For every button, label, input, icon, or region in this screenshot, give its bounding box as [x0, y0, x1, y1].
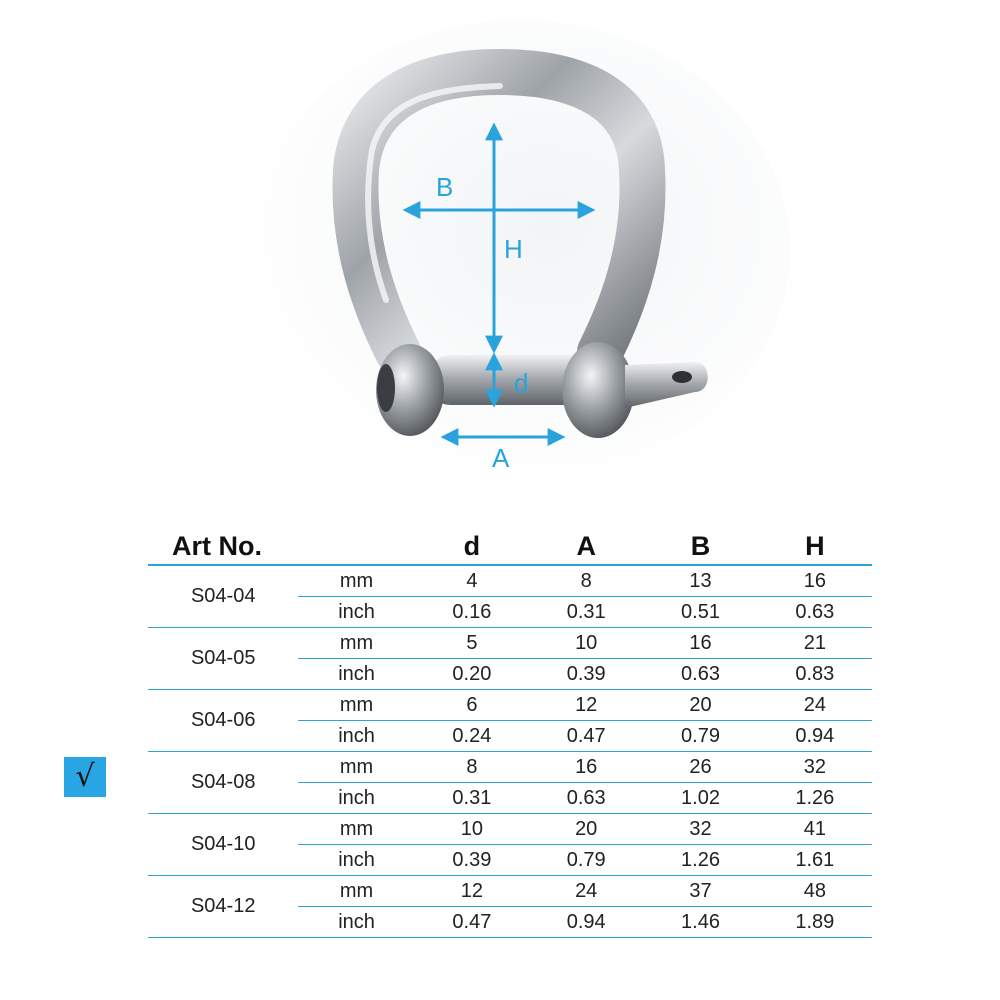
dimension-d-label: d: [514, 368, 529, 398]
value-cell-h: 32: [758, 752, 872, 783]
pin-tail-hole: [672, 371, 692, 383]
unit-cell: mm: [298, 814, 414, 845]
value-cell-h: 21: [758, 628, 872, 659]
unit-cell: mm: [298, 752, 414, 783]
dimension-b-label: B: [436, 172, 454, 202]
art-number-cell: S04-05: [148, 628, 298, 690]
value-cell-d: 8: [415, 752, 529, 783]
value-cell-h: 0.83: [758, 659, 872, 690]
table-row: [148, 752, 872, 783]
table-row: [148, 876, 872, 907]
value-cell-b: 0.63: [643, 659, 757, 690]
unit-cell: inch: [298, 597, 414, 628]
value-cell-b: 13: [643, 565, 757, 597]
table-row: [148, 565, 872, 597]
value-cell-h: 1.26: [758, 783, 872, 814]
value-cell-h: 1.61: [758, 845, 872, 876]
table-body: [148, 565, 872, 938]
value-cell-a: 0.79: [529, 845, 643, 876]
spec-table: [148, 528, 872, 938]
value-cell-a: 0.47: [529, 721, 643, 752]
value-cell-h: 16: [758, 565, 872, 597]
value-cell-h: 24: [758, 690, 872, 721]
value-cell-d: 6: [415, 690, 529, 721]
value-cell-d: 0.39: [415, 845, 529, 876]
unit-cell: mm: [298, 628, 414, 659]
check-mark-icon: √: [75, 759, 95, 794]
value-cell-a: 8: [529, 565, 643, 597]
value-cell-d: 5: [415, 628, 529, 659]
value-cell-a: 12: [529, 690, 643, 721]
value-cell-d: 10: [415, 814, 529, 845]
value-cell-a: 0.94: [529, 907, 643, 938]
value-cell-h: 1.89: [758, 907, 872, 938]
value-cell-a: 20: [529, 814, 643, 845]
unit-cell: mm: [298, 565, 414, 597]
pin-head: [377, 364, 395, 412]
value-cell-h: 0.63: [758, 597, 872, 628]
value-cell-h: 48: [758, 876, 872, 907]
art-number-cell: S04-06: [148, 690, 298, 752]
unit-cell: inch: [298, 907, 414, 938]
table-header-row: [148, 528, 872, 565]
table-row: [148, 690, 872, 721]
unit-cell: mm: [298, 690, 414, 721]
value-cell-b: 32: [643, 814, 757, 845]
header-d: d: [463, 530, 481, 561]
dimension-a-label: A: [492, 443, 510, 473]
header-a: A: [576, 530, 596, 561]
value-cell-d: 4: [415, 565, 529, 597]
value-cell-d: 0.20: [415, 659, 529, 690]
unit-cell: inch: [298, 721, 414, 752]
header-h: H: [805, 530, 825, 561]
header-art-no: Art No.: [172, 530, 262, 561]
art-number-cell: S04-08: [148, 752, 298, 814]
value-cell-b: 26: [643, 752, 757, 783]
value-cell-d: 0.16: [415, 597, 529, 628]
value-cell-b: 1.46: [643, 907, 757, 938]
value-cell-d: 0.31: [415, 783, 529, 814]
shackle-eye-right: [562, 342, 634, 438]
unit-cell: inch: [298, 659, 414, 690]
unit-cell: inch: [298, 783, 414, 814]
unit-cell: mm: [298, 876, 414, 907]
table-row: [148, 628, 872, 659]
check-badge: [64, 757, 106, 797]
value-cell-a: 16: [529, 752, 643, 783]
value-cell-b: 37: [643, 876, 757, 907]
art-number-cell: S04-12: [148, 876, 298, 938]
shackle-diagram: [0, 0, 1000, 480]
art-number-cell: S04-04: [148, 565, 298, 628]
value-cell-b: 16: [643, 628, 757, 659]
value-cell-a: 0.63: [529, 783, 643, 814]
value-cell-b: 0.51: [643, 597, 757, 628]
header-b: B: [690, 530, 711, 561]
dimension-h-label: H: [504, 234, 523, 264]
value-cell-d: 12: [415, 876, 529, 907]
value-cell-a: 24: [529, 876, 643, 907]
unit-cell: inch: [298, 845, 414, 876]
value-cell-h: 41: [758, 814, 872, 845]
value-cell-h: 0.94: [758, 721, 872, 752]
value-cell-b: 1.02: [643, 783, 757, 814]
value-cell-a: 10: [529, 628, 643, 659]
value-cell-a: 0.39: [529, 659, 643, 690]
value-cell-d: 0.24: [415, 721, 529, 752]
value-cell-d: 0.47: [415, 907, 529, 938]
table-row: [148, 814, 872, 845]
art-number-cell: S04-10: [148, 814, 298, 876]
value-cell-b: 0.79: [643, 721, 757, 752]
value-cell-a: 0.31: [529, 597, 643, 628]
value-cell-b: 20: [643, 690, 757, 721]
value-cell-b: 1.26: [643, 845, 757, 876]
